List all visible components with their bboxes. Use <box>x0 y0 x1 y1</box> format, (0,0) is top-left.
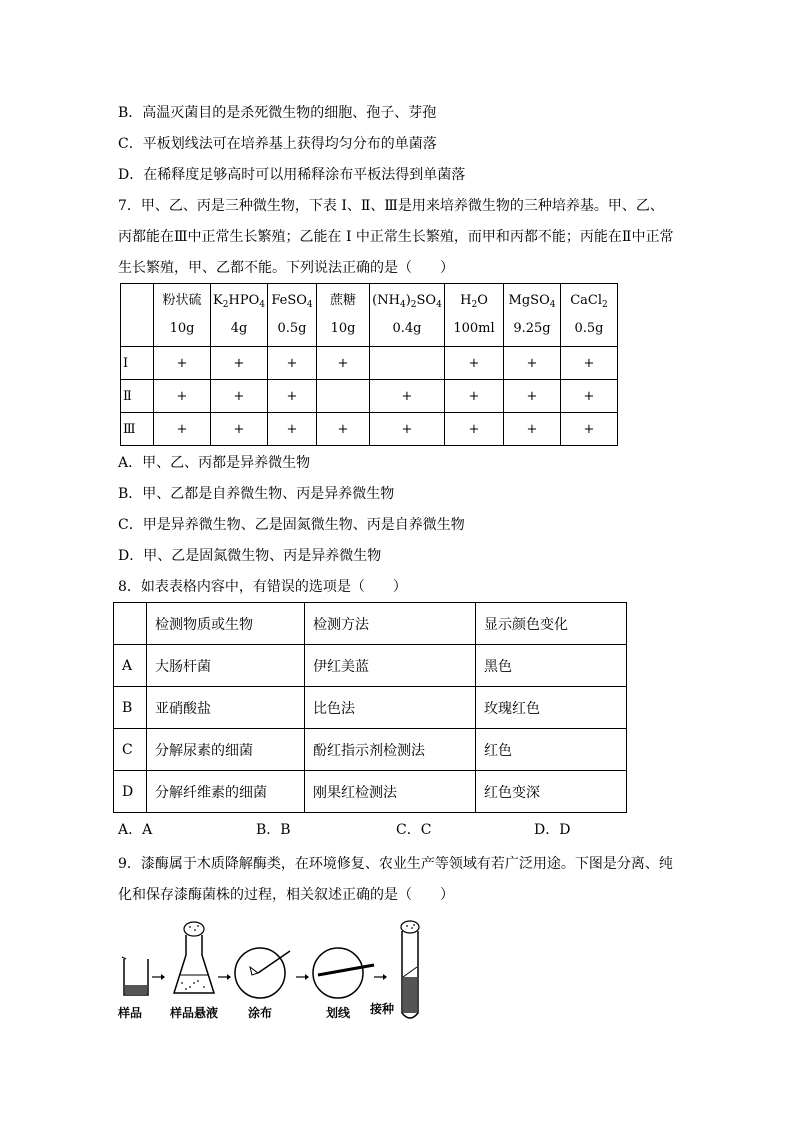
flask-icon <box>174 922 214 993</box>
diagram-label-inoculation: 接种 <box>370 1002 395 1016</box>
q8-option-a: A．A <box>118 822 153 838</box>
table-cell: + <box>317 413 370 446</box>
table-cell: 分解纤维素的细菌 <box>147 771 305 813</box>
table-header-cell: $K_2HPO_4$ 4g <box>211 284 268 347</box>
table-cell: + <box>561 413 618 446</box>
table-cell: + <box>268 380 317 413</box>
row-label: Ⅲ <box>121 413 154 446</box>
q7-option-a: A．甲、乙、丙都是异养微生物 <box>118 455 311 471</box>
table-cell: + <box>154 380 211 413</box>
table-row <box>121 347 618 380</box>
table-header-cell: 检测物质或生物 <box>147 603 305 645</box>
test-tube-icon <box>401 921 419 1018</box>
diagram-label-streaking: 划线 <box>326 1006 351 1020</box>
table-cell: 红色 <box>476 729 627 771</box>
table-cell: + <box>154 347 211 380</box>
table-header-cell: $H_2O$ 100ml <box>445 284 504 347</box>
q7-stem-line-2: 丙都能在Ⅲ中正常生长繁殖；乙能在 I 中正常生长繁殖，而甲和丙都不能；丙能在Ⅱ中正常 <box>118 229 674 245</box>
table-header-cell: CaCl$_2$ 0.5g <box>561 284 618 347</box>
petri-dish-icon <box>313 948 374 998</box>
table-cell: 玫瑰红色 <box>476 687 627 729</box>
table-cell: A <box>114 645 147 687</box>
table-cell: 红色变深 <box>476 771 627 813</box>
isolation-process-diagram <box>118 917 428 1031</box>
table-cell: + <box>561 347 618 380</box>
table-cell: 黑色 <box>476 645 627 687</box>
q7-medium-table <box>120 283 618 446</box>
table-header-cell: 蔗糖 10g <box>317 284 370 347</box>
table-cell: C <box>114 729 147 771</box>
table-cell: + <box>211 347 268 380</box>
diagram-label-spreading: 涂布 <box>248 1006 273 1020</box>
table-cell: + <box>445 413 504 446</box>
table-cell: + <box>211 380 268 413</box>
table-header-cell: MgSO$_4$ 9.25g <box>504 284 561 347</box>
q9-stem-line-1: 9．漆酶属于木质降解酶类，在环境修复、农业生产等领域有若广泛用途。下图是分离、纯 <box>118 856 673 872</box>
q7-option-d: D．甲、乙是固氮微生物、丙是异养微生物 <box>118 548 382 564</box>
table-cell: + <box>211 413 268 446</box>
q8-option-c: C．C <box>396 822 432 838</box>
table-header-cell <box>114 603 147 645</box>
table-cell: 大肠杆菌 <box>147 645 305 687</box>
table-cell: + <box>154 413 211 446</box>
table-header-cell: 检测方法 <box>305 603 476 645</box>
diagram-label-sample: 样品 <box>118 1006 143 1020</box>
table-row <box>114 771 627 813</box>
row-label: Ⅱ <box>121 380 154 413</box>
petri-dish-icon <box>235 948 290 998</box>
table-row <box>114 645 627 687</box>
table-cell: + <box>445 380 504 413</box>
table-cell: B <box>114 687 147 729</box>
table-cell: 分解尿素的细菌 <box>147 729 305 771</box>
table-header-cell: $(NH_4)_2SO_4$ 0.4g <box>370 284 445 347</box>
table-header-row <box>114 603 627 645</box>
q8-options <box>118 821 570 839</box>
q7-option-c: C．甲是异养微生物、乙是固氮微生物、丙是自养微生物 <box>118 517 465 533</box>
table-row <box>121 413 618 446</box>
table-cell: 亚硝酸盐 <box>147 687 305 729</box>
q6-option-c: C．平板划线法可在培养基上获得均匀分布的单菌落 <box>118 136 437 152</box>
table-cell: 酚红指示剂检测法 <box>305 729 476 771</box>
q8-detection-table <box>113 602 627 813</box>
q6-option-b: B．高温灭菌目的是杀死微生物的细胞、孢子、芽孢 <box>118 105 437 121</box>
table-corner-cell <box>121 284 154 347</box>
table-cell: + <box>317 347 370 380</box>
table-cell: + <box>268 347 317 380</box>
q6-option-d: D．在稀释度足够高时可以用稀释涂布平板法得到单菌落 <box>118 167 466 183</box>
beaker-icon <box>122 957 148 995</box>
table-cell: + <box>268 413 317 446</box>
table-header-cell: 粉状硫 10g <box>154 284 211 347</box>
table-cell: + <box>561 380 618 413</box>
q7-option-b: B．甲、乙都是自养微生物、丙是异养微生物 <box>118 486 395 502</box>
table-cell: + <box>445 347 504 380</box>
table-row <box>121 380 618 413</box>
table-cell: 伊红美蓝 <box>305 645 476 687</box>
table-header-cell: 显示颜色变化 <box>476 603 627 645</box>
q7-stem-line-3: 生长繁殖，甲、乙都不能。下列说法正确的是（ ） <box>118 260 454 276</box>
q7-stem-line-1: 7．甲、乙、丙是三种微生物，下表 I、Ⅱ、Ⅲ是用来培养微生物的三种培养基。甲、乙、 <box>118 198 664 214</box>
q8-option-d: D．D <box>534 822 571 838</box>
table-cell: + <box>370 380 445 413</box>
table-header-cell: FeSO$_4$ 0.5g <box>268 284 317 347</box>
row-label: I <box>121 347 154 380</box>
table-cell <box>317 380 370 413</box>
q9-stem-line-2: 化和保存漆酶菌株的过程，相关叙述正确的是（ ） <box>118 887 454 903</box>
diagram-label-suspension: 样品悬液 <box>170 1006 219 1020</box>
table-cell: + <box>504 347 561 380</box>
table-row <box>114 687 627 729</box>
table-cell: + <box>370 413 445 446</box>
table-header-row <box>121 284 618 347</box>
table-row <box>114 729 627 771</box>
table-cell: D <box>114 771 147 813</box>
table-cell: 刚果红检测法 <box>305 771 476 813</box>
table-cell <box>370 347 445 380</box>
q8-stem: 8．如表表格内容中，有错误的选项是（ ） <box>118 579 407 595</box>
table-cell: + <box>504 413 561 446</box>
q8-option-b: B．B <box>256 822 291 838</box>
table-cell: + <box>504 380 561 413</box>
table-cell: 比色法 <box>305 687 476 729</box>
